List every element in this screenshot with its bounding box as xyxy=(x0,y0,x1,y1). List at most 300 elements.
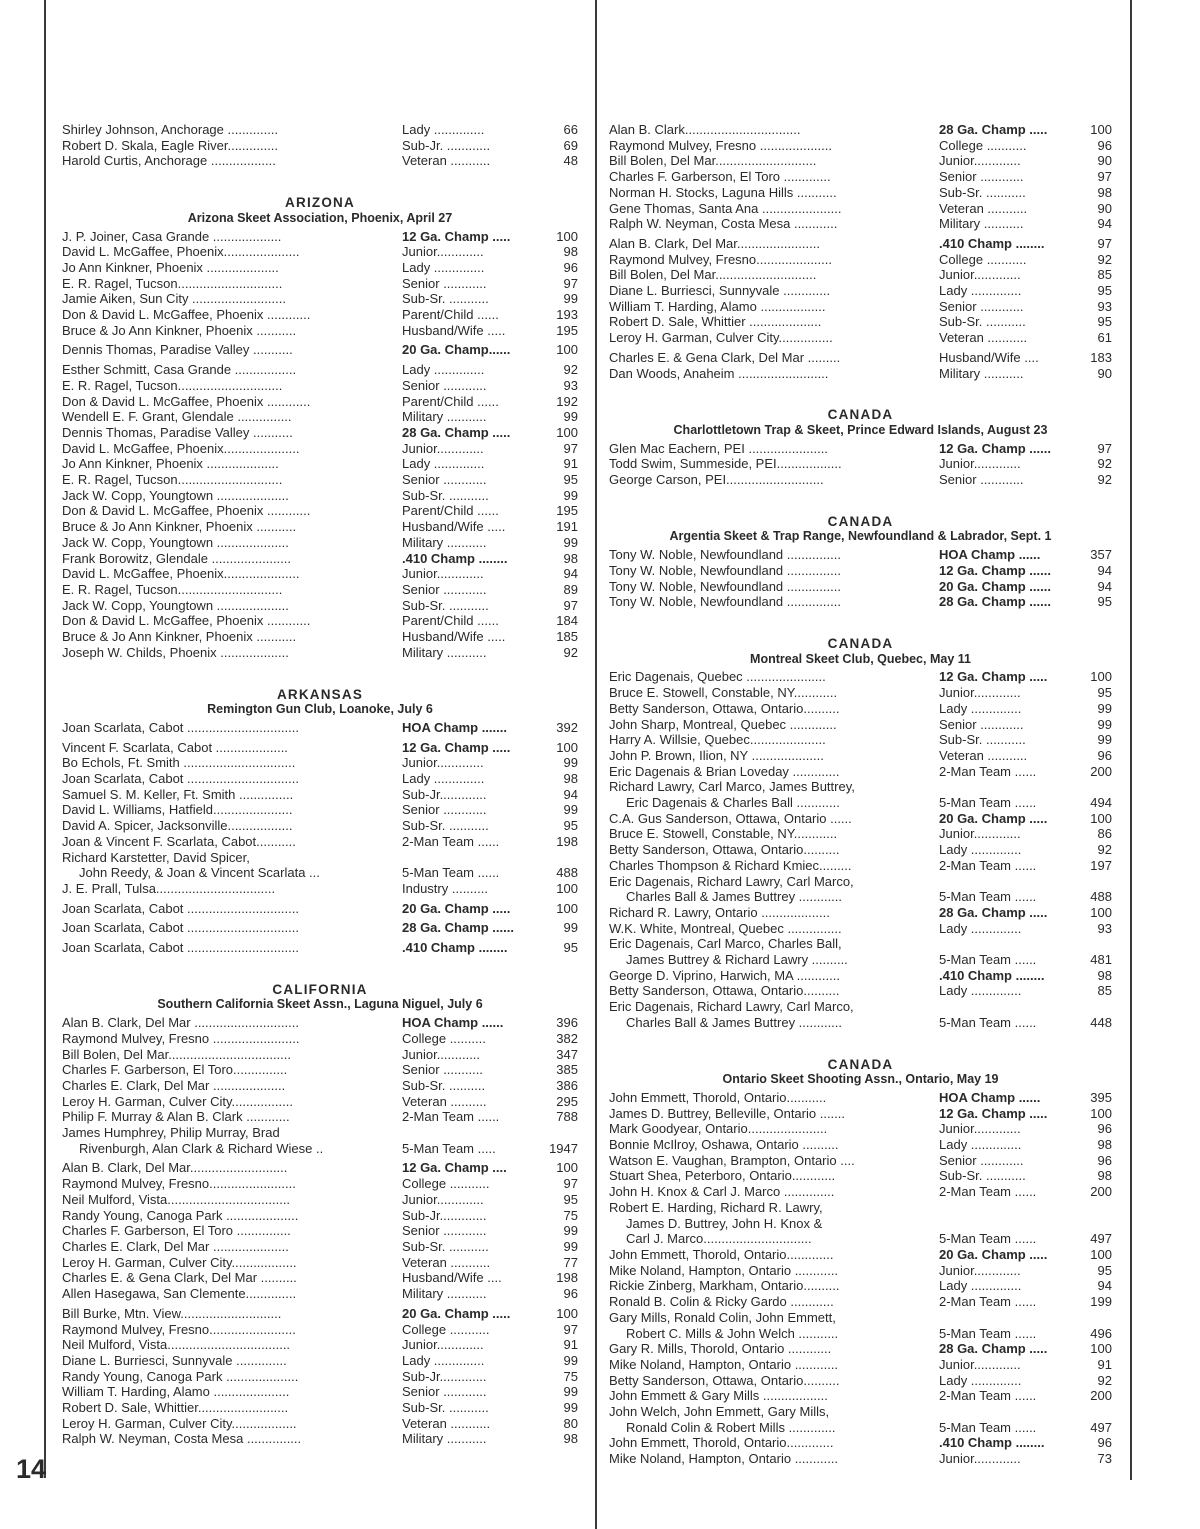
shooter-name: Eric Dagenais, Quebec ...................... xyxy=(609,669,826,685)
score: 92 xyxy=(1097,472,1112,488)
event-class: Sub-Sr. ........... xyxy=(939,1168,1026,1184)
shooter-name: Don & David L. McGaffee, Phoenix ............ xyxy=(62,307,311,323)
result-row xyxy=(609,669,1112,685)
shooter-name: Philip F. Murray & Alan B. Clark ............ xyxy=(62,1109,290,1125)
shooter-name: Charles Thompson & Richard Kmiec......... xyxy=(609,857,852,873)
result-row xyxy=(609,1357,1112,1373)
shooter-name: Harry A. Willsie, Quebec..................... xyxy=(609,732,826,748)
event-class: Sub-Jr. ............ xyxy=(402,137,491,153)
result-row xyxy=(609,299,1112,315)
score: 448 xyxy=(1090,1014,1112,1030)
result-row xyxy=(62,519,578,535)
event-class: 5-Man Team ...... xyxy=(402,865,500,881)
result-row xyxy=(609,1153,1112,1169)
event-class: Sub-Jr............. xyxy=(402,1368,487,1384)
score: 95 xyxy=(563,472,578,488)
event-class: 2-Man Team ...... xyxy=(939,1388,1037,1404)
score: 496 xyxy=(1090,1325,1112,1341)
shooter-name: Don & David L. McGaffee, Phoenix ............ xyxy=(62,393,311,409)
event-class: Sub-Sr. ........... xyxy=(402,818,489,834)
event-class: 20 Ga. Champ ..... xyxy=(939,810,1048,826)
event-class: 5-Man Team ...... xyxy=(939,1325,1037,1341)
result-row xyxy=(62,1369,578,1385)
result-row xyxy=(62,613,578,629)
shooter-name: Joan Scarlata, Cabot ............................... xyxy=(62,771,299,787)
event-class: Lady .............. xyxy=(402,362,485,378)
score: 193 xyxy=(556,307,578,323)
shooter-name: E. R. Ragel, Tucson............................. xyxy=(62,581,283,597)
event-class: Veteran ........... xyxy=(939,747,1028,763)
shooter-name: Joan Scarlata, Cabot ............................... xyxy=(62,940,299,956)
score: 99 xyxy=(563,1384,578,1400)
result-row xyxy=(609,252,1112,268)
event-class: Military ........... xyxy=(402,644,487,660)
event-class: 5-Man Team ...... xyxy=(939,1014,1037,1030)
result-row xyxy=(609,563,1112,579)
shooter-name: John H. Knox & Carl J. Marco .............. xyxy=(609,1184,835,1200)
event-class: College .......... xyxy=(402,1030,486,1046)
result-row xyxy=(609,169,1112,185)
event-class: Senior ............ xyxy=(402,472,487,488)
event-class: Junior............. xyxy=(402,755,484,771)
shooter-name: Joan Scarlata, Cabot ............................... xyxy=(62,900,299,916)
result-row xyxy=(62,1062,578,1078)
score: 357 xyxy=(1090,547,1112,563)
result-row xyxy=(609,795,1112,811)
shooter-name: Gene Thomas, Santa Ana ...................... xyxy=(609,200,842,216)
event-class: Lady .............. xyxy=(402,1352,485,1368)
event-class: Senior ............ xyxy=(402,275,487,291)
results-section xyxy=(609,1057,1112,1467)
result-row xyxy=(62,1270,578,1286)
result-row xyxy=(609,201,1112,217)
event-class: Junior............. xyxy=(939,267,1021,283)
event-class: 12 Ga. Champ ...... xyxy=(939,562,1051,578)
result-row xyxy=(609,701,1112,717)
shooter-name: Neil Mulford, Vista.................................. xyxy=(62,1337,291,1353)
score: 100 xyxy=(556,1305,578,1321)
shooter-name: Bonnie McIlroy, Oshawa, Ontario .......... xyxy=(609,1137,839,1153)
shooter-name: Charles E. Clark, Del Mar .................... xyxy=(62,1077,286,1093)
result-row xyxy=(609,1451,1112,1467)
score: 97 xyxy=(563,440,578,456)
event-class: Military ........... xyxy=(402,409,487,425)
event-class: .410 Champ ........ xyxy=(939,967,1045,983)
shooter-name: George D. Viprino, Harwich, MA ............ xyxy=(609,967,840,983)
shooter-name: Don & David L. McGaffee, Phoenix ............ xyxy=(62,613,311,629)
score: 77 xyxy=(563,1254,578,1270)
result-row xyxy=(609,547,1112,563)
event-class: Lady .............. xyxy=(939,700,1022,716)
entry-continuation: James D. Buttrey, John H. Knox & xyxy=(626,1215,823,1231)
score: 95 xyxy=(1097,594,1112,610)
entry-continuation: Gary Mills, Ronald Colin, John Emmett, xyxy=(609,1309,836,1325)
event-class: Junior............. xyxy=(939,1451,1021,1467)
event-class: Sub-Sr. ........... xyxy=(939,732,1026,748)
score: 99 xyxy=(1097,732,1112,748)
result-row xyxy=(62,881,578,897)
shooter-name: Jamie Aiken, Sun City .......................... xyxy=(62,291,286,307)
score: 85 xyxy=(1097,267,1112,283)
score: 195 xyxy=(556,503,578,519)
event-class: 20 Ga. Champ ..... xyxy=(939,1247,1048,1262)
event-class: .410 Champ ........ xyxy=(402,550,508,566)
score: 98 xyxy=(1097,1137,1112,1153)
shooter-name: E. R. Ragel, Tucson............................. xyxy=(62,472,283,488)
result-row xyxy=(62,1286,578,1302)
result-row xyxy=(609,350,1112,366)
result-row xyxy=(609,717,1112,733)
shooter-name: C.A. Gus Sanderson, Ottawa, Ontario ...... xyxy=(609,810,852,826)
entry-continuation: John Welch, John Emmett, Gary Mills, xyxy=(609,1404,830,1420)
event-class: 12 Ga. Champ ..... xyxy=(939,1105,1048,1121)
event-class: Junior............. xyxy=(939,1262,1021,1278)
score: 100 xyxy=(556,424,578,440)
event-class: 5-Man Team ...... xyxy=(939,795,1037,811)
result-row xyxy=(609,185,1112,201)
shooter-name: Alan B. Clark, Del Mar........................... xyxy=(62,1160,288,1176)
score: 1947 xyxy=(549,1140,578,1156)
result-row xyxy=(609,1184,1112,1200)
results-section xyxy=(609,407,1112,488)
result-row xyxy=(62,409,578,425)
score: 200 xyxy=(1090,1184,1112,1200)
shooter-name: John Reedy, & Joan & Vincent Scarlata ... xyxy=(79,865,320,881)
event-class: Junior............. xyxy=(402,566,484,582)
shooter-name: Raymond Mulvey, Fresno........................ xyxy=(62,1321,296,1337)
result-row xyxy=(62,1078,578,1094)
result-row xyxy=(609,952,1112,968)
score: 90 xyxy=(1097,200,1112,216)
score: 100 xyxy=(1090,669,1112,685)
column-divider-rule xyxy=(595,0,597,1529)
score: 92 xyxy=(1097,251,1112,267)
result-row xyxy=(609,472,1112,488)
result-row xyxy=(62,865,578,881)
event-class: Sub-Sr. ........... xyxy=(402,597,489,613)
shooter-name: Allen Hasegawa, San Clemente.............. xyxy=(62,1286,297,1302)
shooter-name: J. E. Prall, Tulsa................................. xyxy=(62,880,276,896)
score: 93 xyxy=(1097,920,1112,936)
shooter-name: Watson E. Vaughan, Brampton, Ontario .... xyxy=(609,1152,855,1168)
score: 95 xyxy=(1097,314,1112,330)
shooter-name: Harold Curtis, Anchorage .................. xyxy=(62,153,276,169)
event-class: 28 Ga. Champ ..... xyxy=(939,1341,1048,1357)
shooter-name: J. P. Joiner, Casa Grande ................... xyxy=(62,228,282,244)
score: 100 xyxy=(556,880,578,896)
score: 99 xyxy=(563,920,578,936)
shooter-name: Norman H. Stocks, Laguna Hills ........... xyxy=(609,184,837,200)
result-row xyxy=(609,811,1112,827)
event-class: Veteran ........... xyxy=(402,1254,491,1270)
event-class: Sub-Sr. ........... xyxy=(402,1239,489,1254)
event-class: Veteran ........... xyxy=(402,153,491,169)
event-class: Sub-Jr............. xyxy=(402,1207,487,1223)
result-row xyxy=(609,1263,1112,1279)
score: 94 xyxy=(1097,578,1112,594)
result-row xyxy=(62,1384,578,1400)
score: 200 xyxy=(1090,763,1112,779)
results-section xyxy=(609,636,1112,1031)
event-class: Military ........... xyxy=(402,1286,487,1302)
score: 99 xyxy=(563,1400,578,1416)
shooter-name: Alan B. Clark, Del Mar ............................. xyxy=(62,1015,299,1031)
shooter-name: Betty Sanderson, Ottawa, Ontario.......... xyxy=(609,983,840,999)
result-row xyxy=(62,1353,578,1369)
score: 488 xyxy=(556,865,578,881)
shooter-name: Mark Goodyear, Ontario...................... xyxy=(609,1121,828,1137)
result-row xyxy=(62,720,578,736)
shooter-name: Rickie Zinberg, Markham, Ontario.......... xyxy=(609,1278,840,1294)
score: 85 xyxy=(1097,983,1112,999)
shooter-name: Rivenburgh, Alan Clark & Richard Wiese .. xyxy=(79,1140,324,1156)
entry-continuation: Eric Dagenais, Richard Lawry, Carl Marco, xyxy=(609,873,854,889)
score: 100 xyxy=(556,739,578,755)
event-class: College ........... xyxy=(939,251,1027,267)
result-row xyxy=(609,1341,1112,1357)
score: 91 xyxy=(563,1337,578,1353)
shooter-name: Bruce & Jo Ann Kinkner, Phoenix ........... xyxy=(62,519,297,535)
shooter-name: Robert D. Sale, Whittier .................... xyxy=(609,314,822,330)
event-class: 2-Man Team ...... xyxy=(402,1109,500,1125)
score: 99 xyxy=(563,487,578,503)
score: 497 xyxy=(1090,1419,1112,1435)
shooter-name: James Buttrey & Richard Lawry .......... xyxy=(626,952,848,968)
result-row xyxy=(62,582,578,598)
result-row xyxy=(62,535,578,551)
score: 48 xyxy=(563,153,578,169)
event-class: Junior............. xyxy=(402,440,484,456)
shooter-name: Charles E. Clark, Del Mar ..................... xyxy=(62,1239,289,1254)
shooter-name: Eric Dagenais & Charles Ball ............ xyxy=(626,795,840,811)
shooter-name: Charles Ball & James Buttrey ............ xyxy=(626,889,843,905)
result-row xyxy=(609,732,1112,748)
shooter-name: Joan Scarlata, Cabot ............................... xyxy=(62,920,299,936)
score: 96 xyxy=(1097,137,1112,153)
result-row xyxy=(62,1416,578,1432)
result-row xyxy=(62,818,578,834)
event-class: 20 Ga. Champ ..... xyxy=(402,900,511,916)
score: 94 xyxy=(1097,216,1112,232)
result-row xyxy=(609,764,1112,780)
event-class: Sub-Sr. ........... xyxy=(402,291,489,307)
shooter-name: Eric Dagenais & Brian Loveday ............. xyxy=(609,763,840,779)
score: 91 xyxy=(1097,1356,1112,1372)
event-class: Sub-Sr. ........... xyxy=(402,487,489,503)
score: 95 xyxy=(1097,1262,1112,1278)
result-row xyxy=(62,307,578,323)
score: 95 xyxy=(563,818,578,834)
event-class: 20 Ga. Champ ...... xyxy=(939,578,1051,594)
shooter-name: Bill Burke, Mtn. View............................ xyxy=(62,1305,282,1321)
result-row xyxy=(62,138,578,154)
score: 100 xyxy=(556,900,578,916)
event-class: Senior ............ xyxy=(402,1223,487,1239)
score: 97 xyxy=(1097,235,1112,251)
score: 90 xyxy=(1097,153,1112,169)
right-column xyxy=(609,122,1112,1467)
shooter-name: Charles Ball & James Buttrey ............ xyxy=(626,1014,843,1030)
result-row xyxy=(609,456,1112,472)
shooter-name: Tony W. Noble, Newfoundland ............... xyxy=(609,562,841,578)
result-row xyxy=(609,216,1112,232)
result-row xyxy=(62,362,578,378)
shooter-name: Esther Schmitt, Casa Grande ................. xyxy=(62,362,297,378)
score: 94 xyxy=(1097,1278,1112,1294)
score: 200 xyxy=(1090,1388,1112,1404)
event-class: Husband/Wife .... xyxy=(939,349,1039,365)
event-class: Senior ............ xyxy=(939,298,1024,314)
result-row xyxy=(609,1388,1112,1404)
result-row xyxy=(609,1373,1112,1389)
shooter-name: David L. McGaffee, Phoenix..................... xyxy=(62,244,300,260)
score: 99 xyxy=(1097,716,1112,732)
event-class: Junior............. xyxy=(939,1356,1021,1372)
score: 199 xyxy=(1090,1294,1112,1310)
shooter-name: James D. Buttrey, Belleville, Ontario ....... xyxy=(609,1105,846,1121)
result-row xyxy=(62,1109,578,1125)
shooter-name: Vincent F. Scarlata, Cabot .................... xyxy=(62,739,288,755)
score: 99 xyxy=(563,1239,578,1254)
shooter-name: Ralph W. Neyman, Costa Mesa ............ xyxy=(609,216,838,232)
score: 93 xyxy=(563,377,578,393)
result-row xyxy=(62,740,578,756)
result-row xyxy=(609,748,1112,764)
score: 99 xyxy=(563,409,578,425)
result-row xyxy=(62,834,578,850)
shooter-name: Bruce E. Stowell, Constable, NY............ xyxy=(609,826,838,842)
result-row xyxy=(609,1326,1112,1342)
shooter-name: W.K. White, Montreal, Quebec ............... xyxy=(609,920,842,936)
shooter-name: Tony W. Noble, Newfoundland ............... xyxy=(609,578,841,594)
result-row xyxy=(609,905,1112,921)
event-class: HOA Champ ...... xyxy=(402,1015,504,1031)
result-row xyxy=(609,685,1112,701)
score: 295 xyxy=(556,1093,578,1109)
score: 99 xyxy=(563,802,578,818)
result-row xyxy=(62,1400,578,1416)
shooter-name: Betty Sanderson, Ottawa, Ontario.......... xyxy=(609,842,840,858)
result-row xyxy=(62,503,578,519)
score: 96 xyxy=(563,1286,578,1302)
result-row xyxy=(62,901,578,917)
event-class: Lady .............. xyxy=(939,1278,1022,1294)
entry-continuation: Eric Dagenais, Carl Marco, Charles Ball, xyxy=(609,936,842,952)
shooter-name: Stuart Shea, Peterboro, Ontario............ xyxy=(609,1168,836,1184)
score: 73 xyxy=(1097,1451,1112,1467)
score: 92 xyxy=(563,362,578,378)
result-row xyxy=(62,1337,578,1353)
result-row xyxy=(62,472,578,488)
shooter-name: Betty Sanderson, Ottawa, Ontario.......... xyxy=(609,1372,840,1388)
event-class: 2-Man Team ...... xyxy=(939,763,1037,779)
result-row xyxy=(609,122,1112,138)
event-class: Husband/Wife ..... xyxy=(402,322,506,338)
shooter-name: Bruce & Jo Ann Kinkner, Phoenix ........... xyxy=(62,322,297,338)
score: 98 xyxy=(563,771,578,787)
shooter-name: David L. McGaffee, Phoenix..................... xyxy=(62,440,300,456)
score: 100 xyxy=(1090,904,1112,920)
result-row xyxy=(609,826,1112,842)
shooter-name: Jack W. Copp, Youngtown .................... xyxy=(62,534,289,550)
score: 90 xyxy=(1097,365,1112,381)
result-row xyxy=(62,551,578,567)
event-class: Sub-Jr............. xyxy=(402,786,487,802)
event-class: Husband/Wife .... xyxy=(402,1270,502,1286)
event-class: 5-Man Team ..... xyxy=(402,1140,496,1156)
event-class: 20 Ga. Champ...... xyxy=(402,342,511,358)
shooter-name: Robert D. Skala, Eagle River.............. xyxy=(62,137,279,153)
shooter-name: Diane L. Burriesci, Sunnyvale .............. xyxy=(62,1352,287,1368)
section-subheading: Charlottletown Trap & Skeet, Prince Edward Islands, August 23 xyxy=(673,422,1048,437)
shooter-name: John Sharp, Montreal, Quebec ............. xyxy=(609,716,837,732)
result-row xyxy=(62,1223,578,1239)
section-heading: ARKANSAS xyxy=(276,686,364,702)
section-heading: CANADA xyxy=(827,635,894,651)
event-class: 2-Man Team ...... xyxy=(939,857,1037,873)
event-class: 20 Ga. Champ ..... xyxy=(402,1305,511,1321)
event-class: 12 Ga. Champ ..... xyxy=(402,739,511,755)
score: 99 xyxy=(563,1223,578,1239)
result-row xyxy=(62,1176,578,1192)
score: 396 xyxy=(556,1015,578,1031)
shooter-name: Dennis Thomas, Paradise Valley ........... xyxy=(62,424,293,440)
result-row xyxy=(62,1239,578,1255)
event-class: HOA Champ ...... xyxy=(939,547,1041,563)
result-row xyxy=(62,260,578,276)
shooter-name: William T. Harding, Alamo ..................... xyxy=(62,1384,290,1400)
result-row xyxy=(609,1294,1112,1310)
shooter-name: Todd Swim, Summeside, PEI.................. xyxy=(609,456,842,472)
event-class: Senior ............ xyxy=(402,377,487,393)
event-class: 5-Man Team ...... xyxy=(939,952,1037,968)
result-row xyxy=(609,236,1112,252)
score: 99 xyxy=(563,755,578,771)
section-subheading: Remington Gun Club, Loanoke, July 6 xyxy=(207,702,433,717)
score: 100 xyxy=(556,1160,578,1176)
event-class: Senior ............ xyxy=(939,716,1024,732)
event-class: 2-Man Team ...... xyxy=(402,833,500,849)
event-class: .410 Champ ........ xyxy=(939,235,1045,251)
event-class: 12 Ga. Champ ..... xyxy=(402,228,511,244)
shooter-name: Charles E. & Gena Clark, Del Mar ......... xyxy=(609,349,841,365)
shooter-name: John P. Brown, Ilion, NY .................... xyxy=(609,747,824,763)
score: 347 xyxy=(556,1046,578,1062)
event-class: Lady .............. xyxy=(939,1372,1022,1388)
result-row xyxy=(62,244,578,260)
score: 99 xyxy=(563,291,578,307)
score: 197 xyxy=(1090,857,1112,873)
event-class: Lady .............. xyxy=(939,283,1022,299)
shooter-name: Mike Noland, Hampton, Ontario ............ xyxy=(609,1451,839,1467)
result-row xyxy=(609,441,1112,457)
event-class: Parent/Child ...... xyxy=(402,393,499,409)
score: 392 xyxy=(556,719,578,735)
result-row xyxy=(62,566,578,582)
score: 95 xyxy=(563,940,578,956)
score: 98 xyxy=(563,244,578,260)
section-subheading: Argentia Skeet & Trap Range, Newfoundland & Labrador, Sept. 1 xyxy=(669,529,1052,544)
shooter-name: E. R. Ragel, Tucson............................. xyxy=(62,275,283,291)
section-heading: CANADA xyxy=(827,1056,894,1072)
shooter-name: Leroy H. Garman, Culver City............... xyxy=(609,330,833,346)
score: 198 xyxy=(556,833,578,849)
result-row xyxy=(62,802,578,818)
event-class: 5-Man Team ...... xyxy=(939,889,1037,905)
shooter-name: Leroy H. Garman, Culver City.................. xyxy=(62,1415,297,1431)
result-row xyxy=(609,1121,1112,1137)
event-class: 5-Man Team ...... xyxy=(939,1231,1037,1247)
